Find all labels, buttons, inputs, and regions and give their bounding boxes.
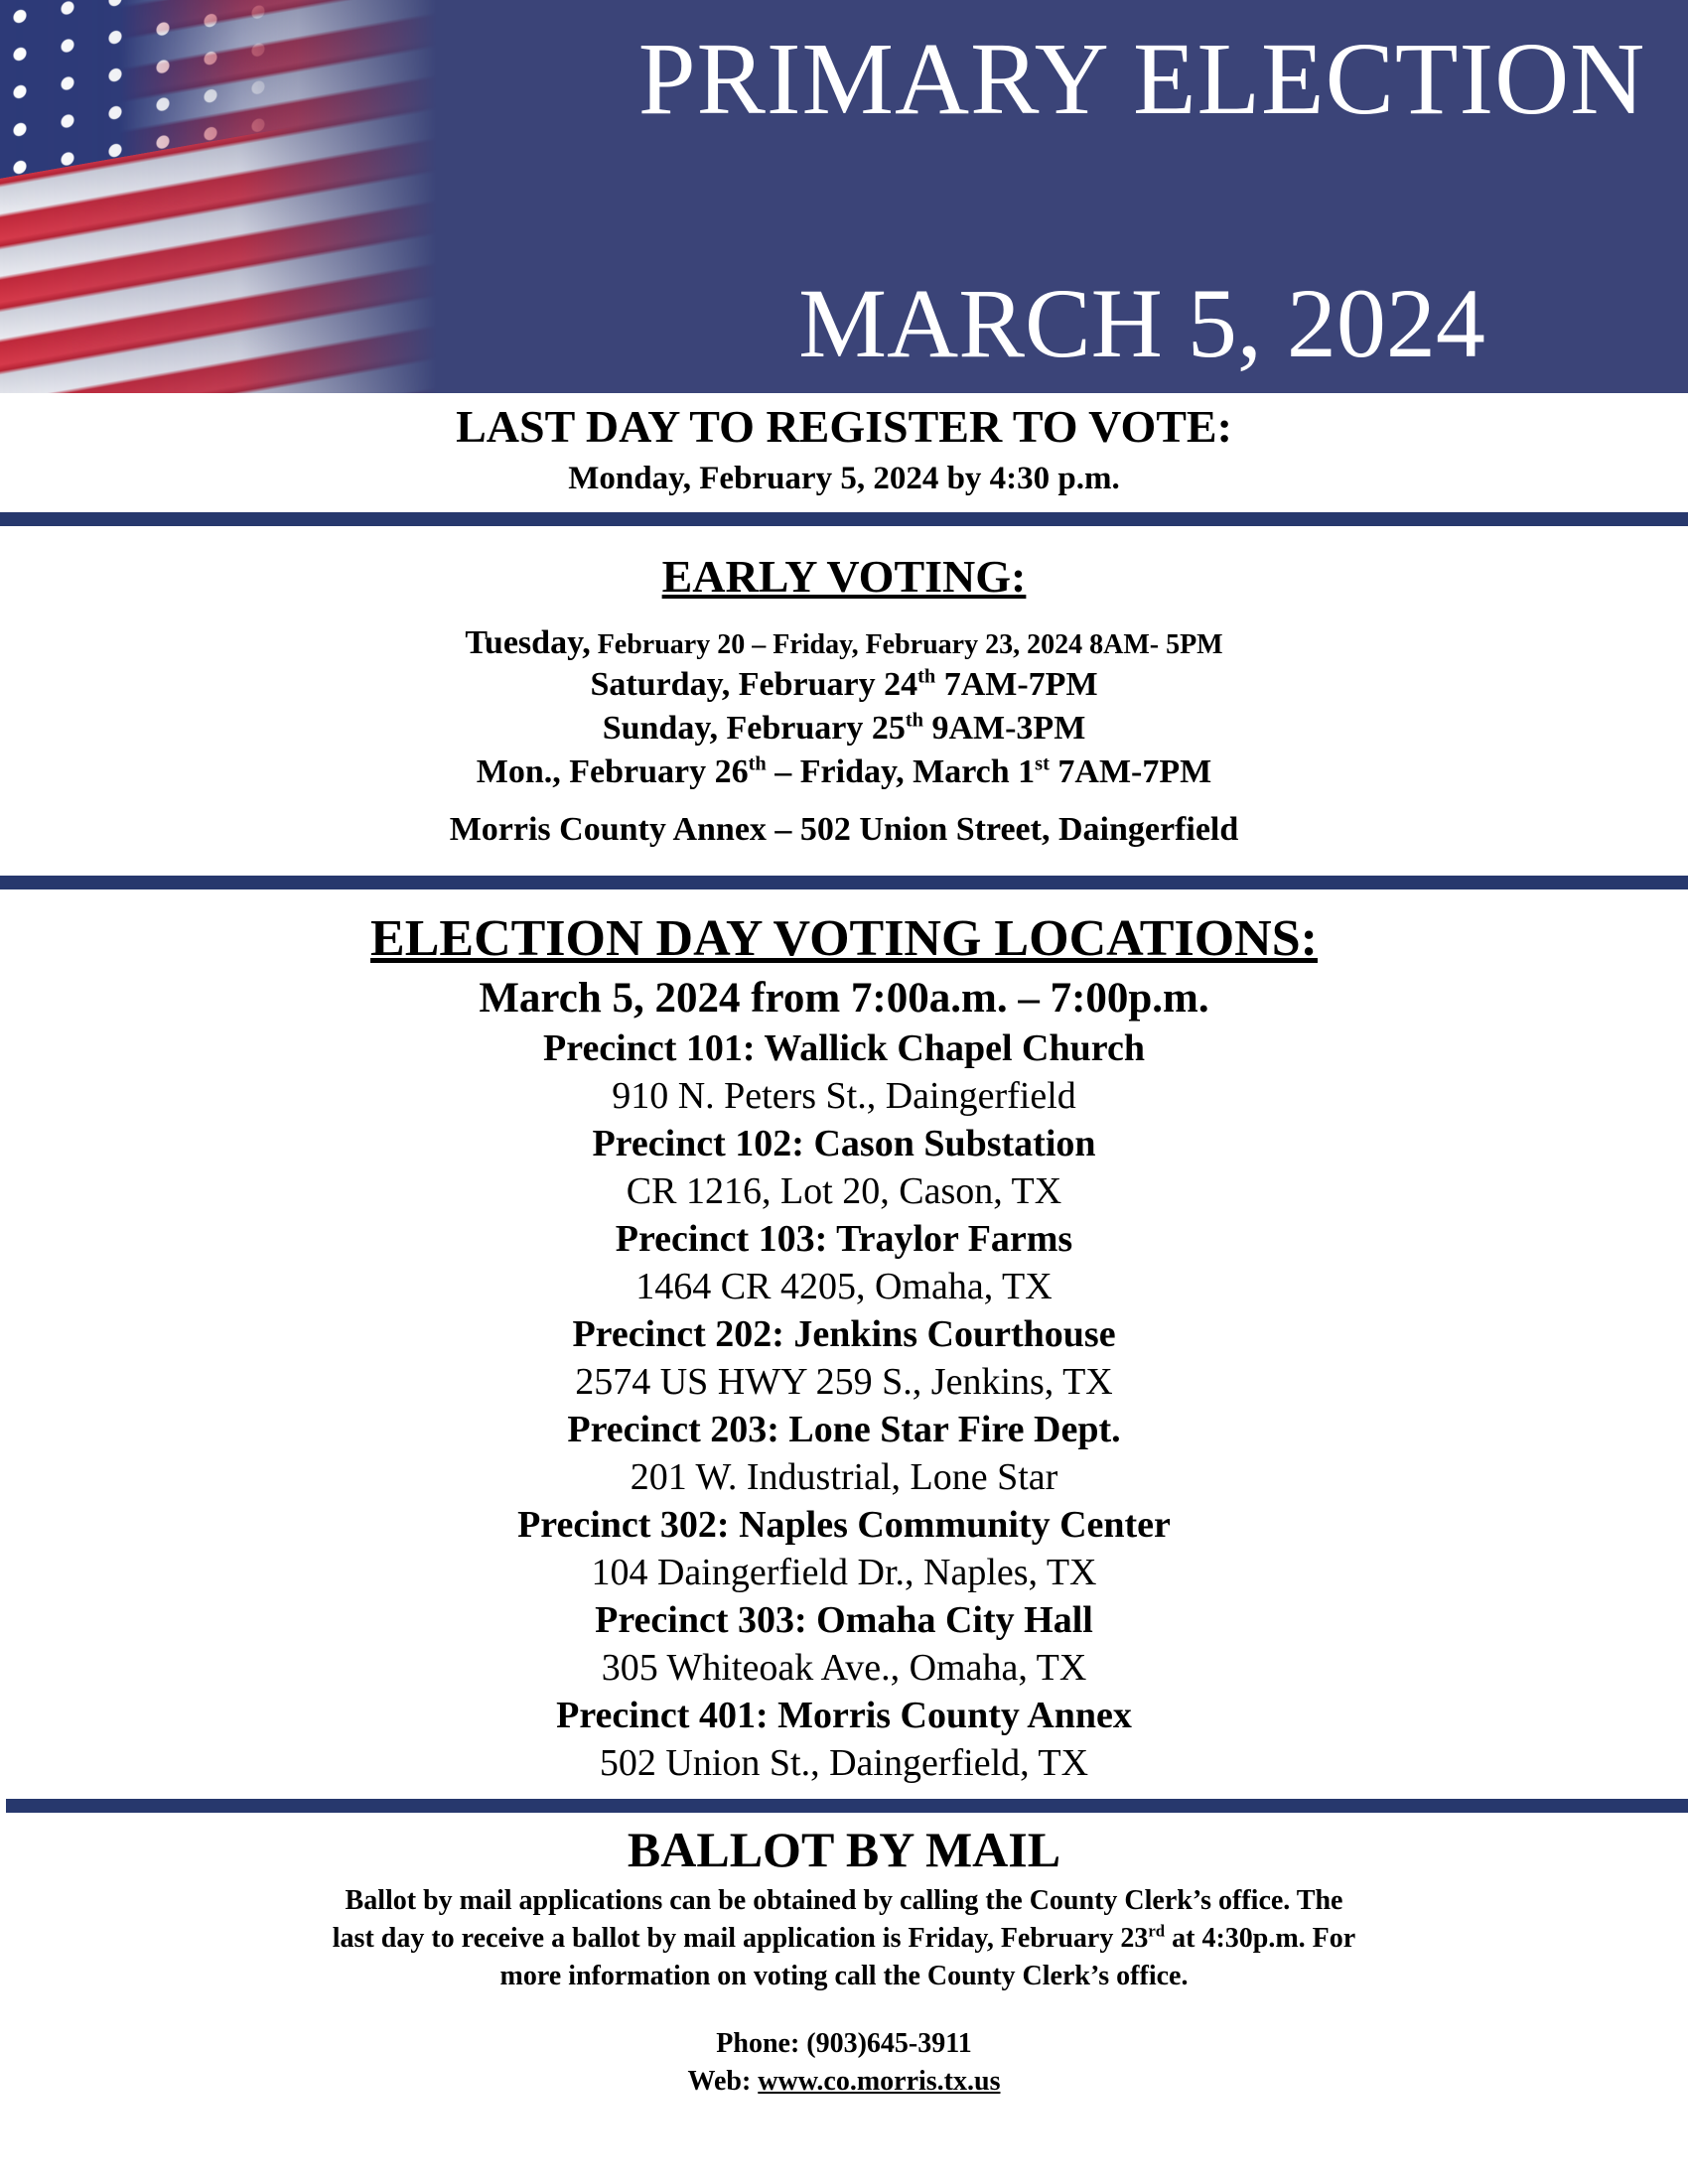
early-voting-line-2	[0, 663, 1688, 707]
early-voting-line-2-date: Saturday, February 24	[590, 666, 918, 703]
registration-deadline: Monday, February 5, 2024 by 4:30 p.m.	[568, 461, 1120, 496]
banner-date: MARCH 5, 2024	[798, 268, 1485, 378]
precinct-name: Precinct 303: Omaha City Hall	[595, 1599, 1093, 1641]
ordinal-suffix: th	[905, 709, 923, 732]
banner-title: PRIMARY ELECTION	[637, 22, 1646, 136]
early-voting-location: Morris County Annex – 502 Union Street, Daingerfield	[449, 811, 1239, 848]
early-voting-line-4	[0, 751, 1688, 794]
phone-label: Phone:	[716, 2028, 807, 2059]
precinct-name: Precinct 103: Traylor Farms	[615, 1218, 1073, 1260]
precinct-address: 502 Union St., Daingerfield, TX	[599, 1742, 1089, 1784]
ordinal-suffix: st	[1035, 752, 1050, 775]
early-voting-line-2-hours: 7AM-7PM	[935, 666, 1098, 703]
precinct-name: Precinct 302: Naples Community Center	[517, 1504, 1171, 1546]
early-voting-line-1-day: Tuesday,	[465, 624, 591, 661]
precinct-address: 104 Daingerfield Dr., Naples, TX	[591, 1552, 1097, 1593]
early-voting-line-3	[0, 707, 1688, 751]
ballot-by-mail-line-2	[0, 1920, 1688, 1958]
early-voting-line-4-end: – Friday, March 1	[766, 753, 1036, 790]
section-divider	[0, 512, 1688, 526]
ballot-by-mail-line-3: more information on voting call the County Clerk’s office.	[499, 1961, 1189, 1991]
early-voting-line-1-dates: February 20 – Friday, February 23, 2024 8AM- 5PM	[590, 629, 1223, 660]
precinct-name: Precinct 202: Jenkins Courthouse	[572, 1313, 1116, 1355]
early-voting-line-4-hours: 7AM-7PM	[1049, 753, 1212, 790]
precinct-address: 2574 US HWY 259 S., Jenkins, TX	[575, 1361, 1113, 1403]
section-divider	[0, 876, 1688, 889]
ballot-by-mail-line-1: Ballot by mail applications can be obtained by calling the County Clerk’s office. The	[345, 1885, 1343, 1916]
early-voting-line-1	[0, 621, 1688, 667]
ordinal-suffix: th	[917, 665, 936, 688]
precinct-address: 910 N. Peters St., Daingerfield	[612, 1075, 1076, 1117]
precinct-address: 1464 CR 4205, Omaha, TX	[635, 1266, 1053, 1307]
header-banner	[0, 0, 1688, 393]
contact-web	[0, 2063, 1688, 2101]
election-day-hours: March 5, 2024 from 7:00a.m. – 7:00p.m.	[479, 975, 1209, 1022]
precinct-list	[0, 1024, 1688, 1787]
ballot-deadline-text: last day to receive a ballot by mail application is Friday, February 23	[332, 1923, 1149, 1954]
ordinal-suffix: th	[748, 752, 767, 775]
precinct-address: 201 W. Industrial, Lone Star	[630, 1456, 1058, 1498]
american-flag-icon	[0, 0, 437, 393]
precinct-name: Precinct 101: Wallick Chapel Church	[543, 1027, 1145, 1069]
ballot-deadline-time: at 4:30p.m. For	[1165, 1923, 1356, 1954]
contact-phone	[0, 2025, 1688, 2063]
precinct-address: CR 1216, Lot 20, Cason, TX	[626, 1170, 1062, 1212]
phone-number[interactable]: (903)645-3911	[806, 2028, 972, 2059]
web-label: Web:	[687, 2066, 759, 2097]
ordinal-suffix: rd	[1148, 1921, 1166, 1941]
early-voting-line-3-hours: 9AM-3PM	[922, 710, 1086, 747]
early-voting-line-3-date: Sunday, February 25	[602, 710, 906, 747]
section-divider	[6, 1799, 1688, 1813]
ballot-by-mail-heading: BALLOT BY MAIL	[627, 1822, 1061, 1877]
precinct-name: Precinct 102: Cason Substation	[592, 1123, 1096, 1164]
early-voting-heading: EARLY VOTING:	[661, 551, 1027, 602]
registration-heading: LAST DAY TO REGISTER TO VOTE:	[456, 401, 1232, 452]
flag-stars-icon	[0, 0, 298, 179]
precinct-name: Precinct 401: Morris County Annex	[556, 1695, 1132, 1736]
precinct-address: 305 Whiteoak Ave., Omaha, TX	[601, 1647, 1087, 1689]
website-link[interactable]: www.co.morris.tx.us	[758, 2066, 1001, 2097]
precinct-name: Precinct 203: Lone Star Fire Dept.	[567, 1409, 1121, 1450]
election-day-heading: ELECTION DAY VOTING LOCATIONS:	[370, 910, 1318, 967]
early-voting-line-4-start: Mon., February 26	[476, 753, 749, 790]
